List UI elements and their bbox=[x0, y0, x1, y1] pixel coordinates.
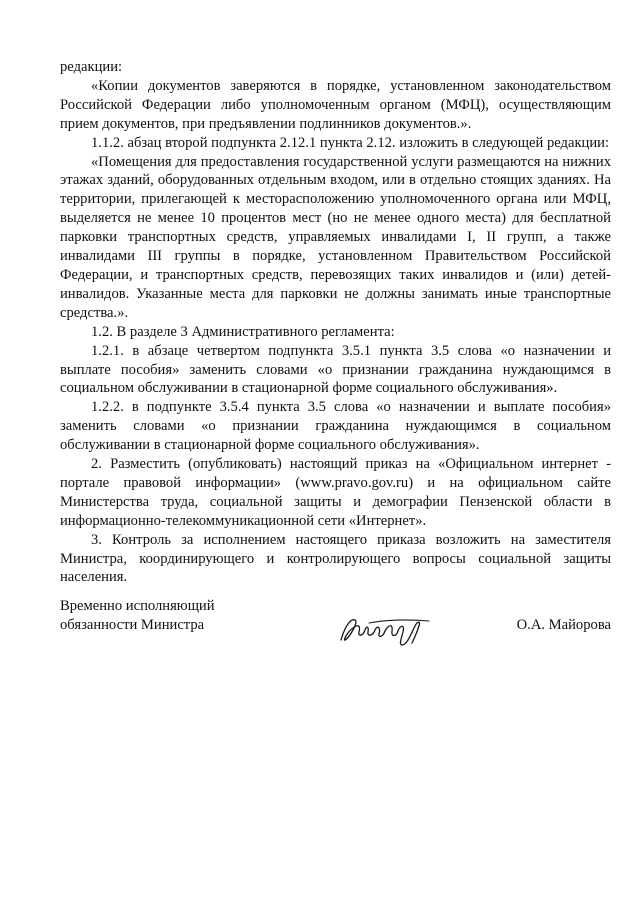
handwritten-signature-icon bbox=[335, 612, 435, 648]
signatory-title bbox=[60, 597, 215, 635]
signatory-title-line2: обязанности Министра bbox=[60, 616, 205, 633]
signatory-title-line1: Временно исполняющий bbox=[60, 598, 215, 614]
paragraph-1-2-1: 1.2.1. в абзаце четвертом подпункта 3.5.1 пункта 3.5 слова «о назначении и выплате пособия» заменить словами «о признании гражданина нуждающимся в социальном обслуживании в стационарной форме социального обслуживания». bbox=[60, 342, 611, 397]
paragraph-2-publish: 2. Разместить (опубликовать) настоящий приказ на «Официальном интернет - портале правовой информации» (www.pravo.gov.ru) и на официальном сайте Министерства труда, социальной защиты и демографии Пензенской области в информационно-телекоммуникационной сети «Интернет». bbox=[60, 456, 611, 529]
paragraph-1-2-2: 1.2.2. в подпункте 3.5.4 пункта 3.5 слова «о назначении и выплате пособия» заменить словами «о признании гражданина нуждающимся в социальном обслуживании в стационарной форме социального обслуживания». bbox=[60, 399, 611, 454]
signatory-name: О.А. Майорова bbox=[516, 616, 611, 633]
document-body bbox=[60, 58, 611, 587]
paragraph-1-2: 1.2. В разделе 3 Административного регламента: bbox=[91, 323, 395, 340]
paragraph-3-control: 3. Контроль за исполнением настоящего приказа возложить на заместителя Министра, координирующего и контролирующего вопросы социальной защиты населения. bbox=[60, 531, 611, 586]
paragraph-quote-copies: «Копии документов заверяются в порядке, установленном законодательством Российской Федерации либо уполномоченным органом (МФЦ), осуществляющим прием документов, при предъявлении подлинников документов.». bbox=[60, 77, 611, 132]
paragraph-continuation: редакции: bbox=[60, 59, 123, 75]
paragraph-quote-premises: «Помещения для предоставления государственной услуги размещаются на нижних этажах зданий, оборудованных отдельным входом, или в отдельно стоящих зданиях. На территории, прилегающей к месторасположению уполномоченного органа или МФЦ, выделяется не менее 10 процентов мест (но не менее одного места) для бесплатной парковки транспортных средств, управляемых инвалидами I, II групп, а также инвалидами III группы в порядке, установленном Правительством Российской Федерации, и транспортных средств, перевозящих таких инвалидов и (или) детей-инвалидов. Указанные места для парковки не должны занимать иные транспортные средства.». bbox=[60, 153, 611, 321]
paragraph-1-1-2: 1.1.2. абзац второй подпункта 2.12.1 пункта 2.12. изложить в следующей редакции: bbox=[91, 134, 610, 151]
